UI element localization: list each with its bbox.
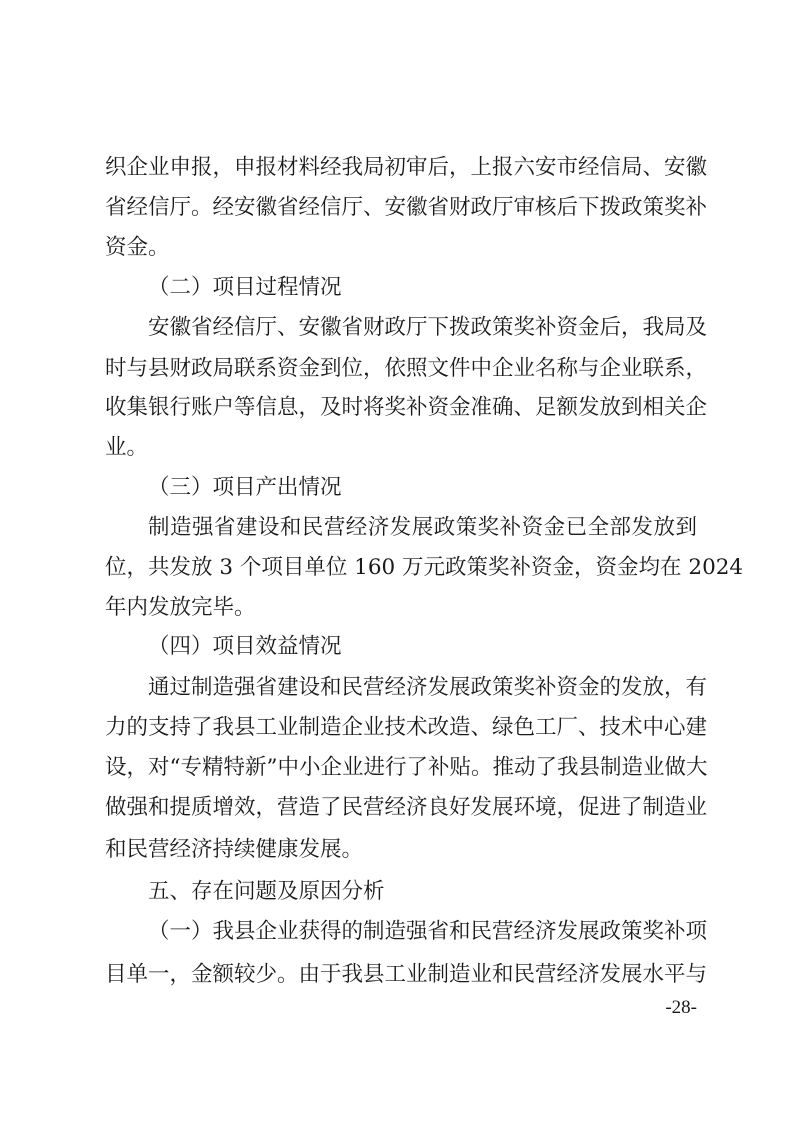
body-text-line: 位，共发放 3 个项目单位 160 万元政策奖补资金，资金均在 2024 — [105, 555, 744, 580]
body-text-line: 通过制造强省建设和民营经济发展政策奖补资金的发放，有 — [148, 675, 708, 700]
section-heading: （二）项目过程情况 — [148, 275, 342, 300]
body-text-line: 织企业申报，申报材料经我局初审后，上报六安市经信局、安徽 — [105, 155, 708, 180]
body-text-line: 安徽省经信厅、安徽省财政厅下拨政策奖补资金后，我局及 — [148, 315, 708, 340]
body-text-line: 省经信厅。经安徽省经信厅、安徽省财政厅审核后下拨政策奖补 — [105, 195, 708, 220]
body-text-line: 制造强省建设和民营经济发展政策奖补资金已全部发放到 — [148, 515, 697, 540]
body-text-line: 资金。 — [105, 235, 170, 260]
body-text-line: 做强和提质增效，营造了民营经济良好发展环境，促进了制造业 — [105, 795, 708, 820]
section-heading: （四）项目效益情况 — [148, 634, 342, 659]
body-text-line: 力的支持了我县工业制造企业技术改造、绿色工厂、技术中心建 — [105, 715, 708, 740]
body-text-line: 年内发放完毕。 — [105, 595, 256, 620]
body-text-line: 和民营经济持续健康发展。 — [105, 837, 364, 862]
section-heading: （三）项目产出情况 — [148, 475, 342, 500]
body-text-line: 收集银行账户等信息，及时将奖补资金准确、足额发放到相关企 — [105, 395, 708, 420]
subsection-heading: （一）我县企业获得的制造强省和民营经济发展政策奖补项 — [148, 919, 708, 944]
body-text-line: 时与县财政局联系资金到位，依照文件中企业名称与企业联系， — [105, 356, 708, 381]
body-text-line: 业。 — [105, 435, 149, 460]
body-text-line: 设，对“专精特新”中小企业进行了补贴。推动了我县制造业做大 — [105, 755, 708, 780]
page-number: -28- — [665, 997, 697, 1018]
section-heading: 五、存在问题及原因分析 — [148, 879, 385, 904]
body-text-line: 目单一，金额较少。由于我县工业制造业和民营经济发展水平与 — [105, 962, 708, 987]
